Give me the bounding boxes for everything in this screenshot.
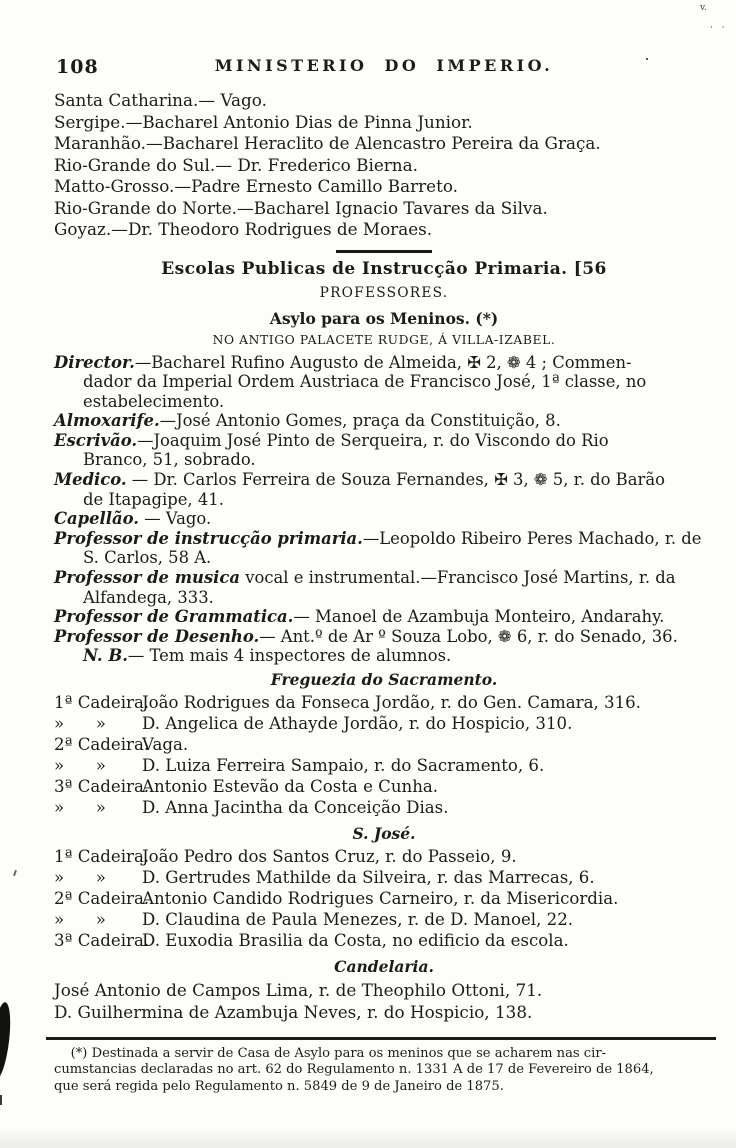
staff-entry-text: de Itapagipe, 41. [83, 489, 224, 509]
staff-entry-text: — Ant.º de Ar º Souza Lobo, ❁ 6, r. do Senado, 36. [259, 626, 678, 646]
cadeira-row [54, 909, 714, 930]
sjose-cadeira-list [54, 846, 714, 951]
scan-speck: · · [710, 23, 728, 33]
cadeira-number: 3ª Cadeira. [54, 931, 150, 950]
cadeira-holder: D. Gertrudes Mathilde da Silveira, r. das Marrecas, 6. [142, 868, 595, 887]
staff-role-label: Professor de musica [54, 568, 241, 588]
cadeira-row [54, 713, 714, 734]
staff-entry [54, 646, 714, 666]
scan-speck [0, 1095, 2, 1105]
cadeira-row [54, 755, 714, 776]
staff-entry-text: — Vago. [138, 509, 212, 529]
cadeira-number: 1ª Cadeira. [54, 693, 150, 712]
asylo-staff-list [54, 353, 714, 667]
staff-entry [54, 411, 714, 431]
page-content [54, 56, 714, 1095]
staff-role-label: N. B. [83, 646, 128, 666]
cadeira-row [54, 734, 714, 755]
cadeira-row [54, 867, 714, 888]
staff-entry [54, 588, 714, 608]
ministry-title: MINISTERIO DO IMPERIO. [214, 56, 554, 75]
page-header [54, 56, 714, 80]
staff-entry-text: —Joaquim José Pinto de Serqueira, r. do Viscondo do Rio [137, 430, 609, 450]
cadeira-holder: D. Euxodia Brasilia da Costa, no edificio da escola. [142, 931, 569, 950]
staff-role-label: Escrivão. [54, 430, 138, 450]
scan-speck: v. [700, 3, 707, 13]
province-list [54, 90, 714, 241]
staff-entry-text: Alfandega, 333. [83, 587, 214, 607]
scan-shadow [0, 1128, 736, 1148]
candelaria-list [54, 979, 714, 1023]
province-entry: Maranhão.—Bacharel Heraclito de Alencastro Pereira da Graça. [54, 133, 601, 153]
cadeira-number: » » [54, 756, 106, 775]
staff-entry [54, 431, 714, 451]
province-entry: Santa Catharina.— Vago. [54, 90, 267, 110]
cadeira-holder: D. Anna Jacintha da Conceição Dias. [142, 798, 449, 817]
scan-speck [13, 870, 17, 876]
staff-entry [54, 548, 714, 568]
section-divider [336, 250, 432, 253]
staff-entry-text: dador da Imperial Ordem Austriaca de Francisco José, 1ª classe, no [83, 372, 647, 392]
staff-entry-text: —Leopoldo Ribeiro Peres Machado, r. de [362, 528, 702, 548]
staff-role-label: Medico. [54, 470, 127, 490]
staff-entry [54, 607, 714, 627]
cadeira-number: 1ª Cadeira. [54, 847, 150, 866]
cadeira-row [54, 846, 714, 867]
cadeira-holder: D. Angelica de Athayde Jordão, r. do Hospicio, 310. [142, 714, 573, 733]
province-entry: Sergipe.—Bacharel Antonio Dias de Pinna Junior. [54, 111, 473, 132]
staff-entry [54, 470, 714, 490]
footnote-line: (*) Destinada a servir de Casa de Asylo para os meninos que se acharem nas cir- [54, 1046, 606, 1061]
candelaria-entry: José Antonio de Campos Lima, r. de Theophilo Ottoni, 71. [54, 980, 543, 1000]
staff-entry-text: — Manoel de Azambuja Monteiro, Andarahy. [293, 607, 665, 627]
cadeira-holder: Antonio Candido Rodrigues Carneiro, r. da Misericordia. [142, 889, 619, 908]
sacramento-cadeira-list [54, 692, 714, 818]
staff-entry [54, 353, 714, 373]
cadeira-holder: D. Claudina de Paula Menezes, r. de D. Manoel, 22. [142, 910, 574, 929]
staff-entry [54, 392, 714, 412]
staff-entry [54, 529, 714, 549]
staff-entry-text: Branco, 51, sobrado. [83, 450, 256, 470]
staff-entry-text: — Dr. Carlos Ferreira de Souza Fernandes, ✠ 3, ❁ 5, r. do Barão [126, 470, 665, 490]
province-entry: Goyaz.—Dr. Theodoro Rodrigues de Moraes. [54, 219, 433, 239]
province-entry: Matto-Grosso.—Padre Ernesto Camillo Barreto. [54, 176, 458, 196]
staff-entry [54, 627, 714, 647]
candelaria-entry: D. Guilhermina de Azambuja Neves, r. do Hospicio, 138. [54, 1002, 533, 1022]
staff-role-label: Professor de Grammatica. [54, 607, 294, 627]
staff-entry [54, 490, 714, 510]
staff-role-label: Professor de Desenho. [54, 626, 260, 646]
cadeira-row [54, 930, 714, 951]
province-entry: Rio-Grande do Sul.— Dr. Frederico Bierna. [54, 154, 418, 175]
footnote-line: que será regida pelo Regulamento n. 5849 de 9 de Janeiro de 1875. [54, 1078, 504, 1094]
cadeira-number: 3ª Cadeira. [54, 777, 150, 796]
staff-entry-text: vocal e instrumental.—Francisco José Martins, r. da [240, 568, 676, 588]
cadeira-holder: João Rodrigues da Fonseca Jordão, r. do Gen. Camara, 316. [142, 693, 641, 712]
staff-entry-text: — Tem mais 4 inspectores de alumnos. [127, 646, 452, 666]
candelaria-heading: Candelaria. [334, 957, 434, 976]
cadeira-row [54, 776, 714, 797]
staff-role-label: Almoxarife. [54, 411, 160, 431]
staff-entry [54, 509, 714, 529]
staff-entry-text: estabelecimento. [83, 391, 225, 411]
staff-entry [54, 372, 714, 392]
cadeira-number: » » [54, 910, 106, 929]
cadeira-holder: João Pedro dos Santos Cruz, r. do Passeio, 9. [142, 847, 517, 866]
cadeira-row [54, 797, 714, 818]
staff-entry-text: —Bacharel Rufino Augusto de Almeida, ✠ 2, ❁ 4 ; Commen- [134, 352, 632, 372]
staff-role-label: Capellão. [54, 509, 139, 529]
province-entry: Rio-Grande do Norte.—Bacharel Ignacio Tavares da Silva. [54, 197, 548, 218]
footnote-line: cumstancias declaradas no art. 62 do Regulamento n. 1331 A de 17 de Fevereiro de 1864, [54, 1062, 654, 1078]
freguezia-sjose-heading: S. José. [352, 824, 416, 843]
professores-heading: PROFESSORES. [319, 284, 449, 301]
cadeira-number: 2ª Cadeira. [54, 735, 150, 754]
staff-role-label: Professor de instrucção primaria. [54, 528, 363, 548]
footnote [46, 1037, 716, 1095]
page-number: 108 [56, 56, 99, 78]
section-title: Escolas Publicas de Instrucção Primaria. [56 [161, 258, 607, 279]
freguezia-sacramento-heading: Freguezia do Sacramento. [270, 670, 498, 689]
cadeira-holder: Vaga. [142, 735, 189, 754]
staff-entry-text: —José Antonio Gomes, praça da Constituição, 8. [159, 411, 561, 431]
cadeira-holder: D. Luiza Ferreira Sampaio, r. do Sacramento, 6. [142, 756, 545, 775]
asylo-location: NO ANTIGO PALACETE RUDGE, Á VILLA-IZABEL. [212, 332, 556, 347]
staff-entry [54, 450, 714, 470]
cadeira-number: » » [54, 868, 106, 887]
cadeira-holder: Antonio Estevão da Costa e Cunha. [142, 777, 439, 796]
cadeira-number: » » [54, 798, 106, 817]
cadeira-number: 2ª Cadeira. [54, 889, 150, 908]
staff-entry-text: S. Carlos, 58 A. [83, 548, 212, 568]
cadeira-row [54, 692, 714, 713]
staff-role-label: Director. [54, 352, 135, 372]
cadeira-number: » » [54, 714, 106, 733]
scan-speck [646, 58, 648, 60]
ink-blot-artifact [0, 1001, 14, 1080]
asylo-heading: Asylo para os Meninos. (*) [269, 308, 499, 328]
cadeira-row [54, 888, 714, 909]
staff-entry [54, 568, 714, 588]
